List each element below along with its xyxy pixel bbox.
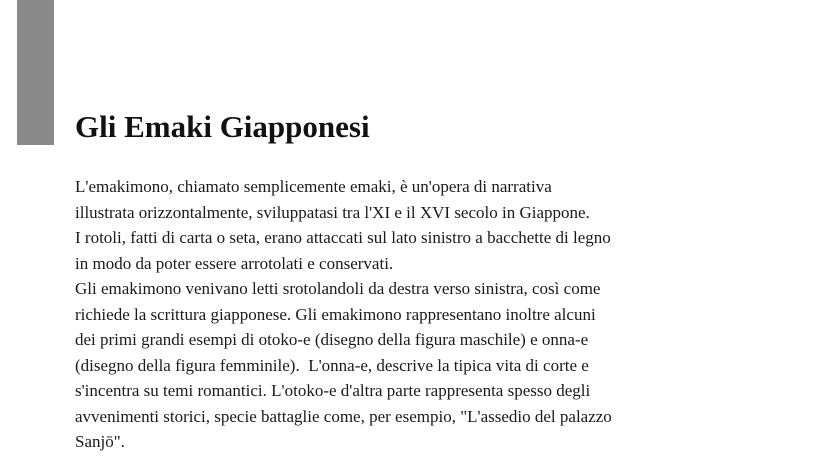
body-line: dei primi grandi esempi di otoko-e (disegno della figura maschile) e onna-e (75, 330, 589, 349)
body-line: in modo da poter essere arrotolati e conservati. (75, 253, 394, 273)
body-line: I rotoli, fatti di carta o seta, erano attaccati sul lato sinistro a bacchette di legno (75, 228, 611, 247)
page-title: Gli Emaki Giapponesi (75, 109, 370, 144)
body-line: Gli emakimono venivano letti srotolandoli da destra verso sinistra, così come (75, 279, 601, 298)
body-line: L'emakimono, chiamato semplicemente emaki, è un'opera di narrativa (75, 177, 552, 196)
body-line: s'incentra su temi romantici. L'otoko-e d'altra parte rappresenta spesso degli (75, 381, 591, 400)
body-line: (disegno della figura femminile). L'onna-e, descrive la tipica vita di corte e (75, 355, 589, 375)
body-line: Sanjō". (75, 432, 125, 451)
body-line: avvenimenti storici, specie battaglie come, per esempio, "L'assedio del palazzo (75, 406, 612, 426)
article-body (75, 174, 675, 455)
decorative-accent-bar (17, 0, 54, 145)
body-line: richiede la scrittura giapponese. Gli emakimono rappresentano inoltre alcuni (75, 304, 596, 324)
body-line: illustrata orizzontalmente, sviluppatasi tra l'XI e il XVI secolo in Giappone. (75, 202, 590, 222)
